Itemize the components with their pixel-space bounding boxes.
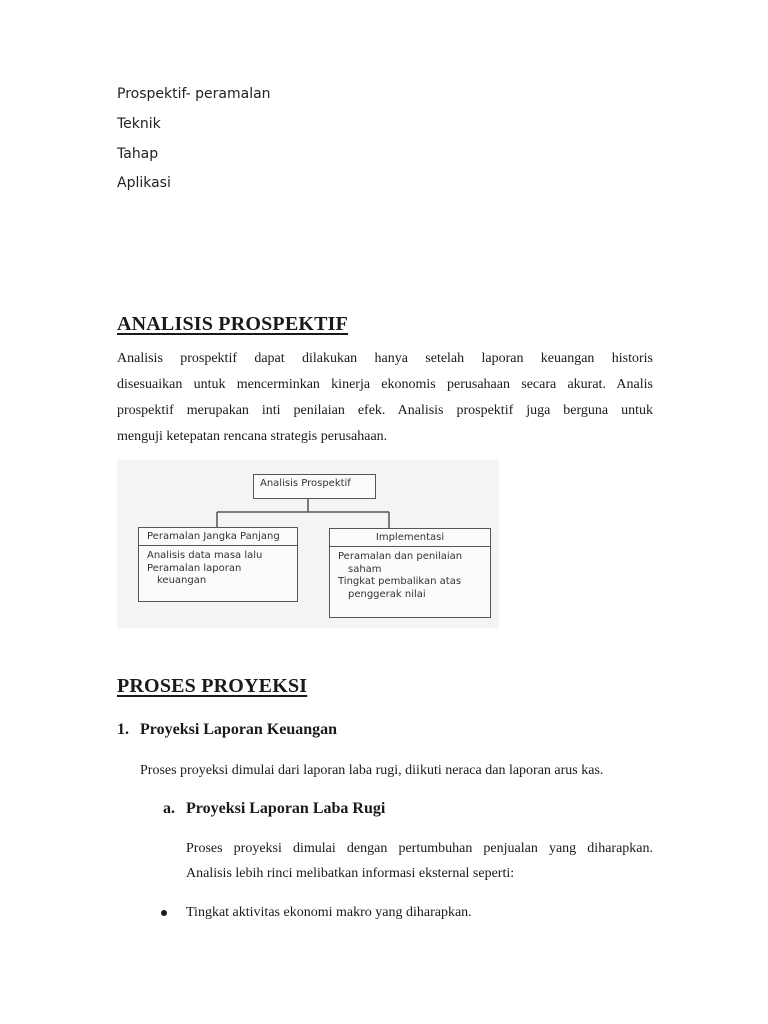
- diagram-left-item: Analisis data masa lalu: [147, 550, 263, 561]
- diagram-left-header: Peramalan Jangka Panjang: [139, 528, 297, 546]
- section1-paragraph: [117, 346, 653, 450]
- diagram-left-item: keuangan: [157, 575, 207, 586]
- itema-line: Proses proyeksi dimulai dengan pertumbuhan penjualan yang diharapkan.: [186, 841, 653, 856]
- item1-text: Proses proyeksi dimulai dari laporan laba rugi, diikuti neraca dan laporan arus kas.: [140, 763, 604, 778]
- section-title-proses-proyeksi: PROSES PROYEKSI: [117, 675, 308, 697]
- analisis-prospektif-diagram: [117, 460, 499, 628]
- diagram-right-body: [330, 547, 490, 605]
- item1-number: 1.: [117, 721, 129, 738]
- diagram-right-header: Implementasi: [330, 529, 490, 547]
- paragraph-line: prospektif merupakan inti penilaian efek. Analisis prospektif juga berguna untuk: [117, 403, 653, 418]
- topic-tahap: Tahap: [117, 146, 159, 162]
- section-title-analisis-prospektif: ANALISIS PROSPEKTIF: [117, 313, 349, 335]
- topic-prospektif: Prospektif- peramalan: [117, 86, 271, 102]
- diagram-left-item: Peramalan laporan: [147, 562, 242, 574]
- itema-title: Proyeksi Laporan Laba Rugi: [186, 800, 386, 817]
- diagram-root-label: Analisis Prospektif: [260, 478, 351, 489]
- paragraph-line: disesuaikan untuk mencerminkan kinerja ekonomis perusahaan secara akurat. Analis: [117, 377, 653, 392]
- bullet-dot: [161, 910, 167, 916]
- paragraph-line: menguji ketepatan rencana strategis perusahaan.: [117, 429, 388, 444]
- itema-letter: a.: [163, 800, 175, 817]
- itema-line: Analisis lebih rinci melibatkan informasi eksternal seperti:: [186, 866, 515, 881]
- diagram-root-box: [253, 474, 376, 499]
- paragraph-line: Analisis prospektif dapat dilakukan hanya setelah laporan keuangan historis: [117, 351, 653, 366]
- diagram-left-box: [138, 527, 298, 602]
- diagram-left-body: [139, 546, 297, 592]
- bullet-item: Tingkat aktivitas ekonomi makro yang diharapkan.: [186, 905, 472, 920]
- topic-teknik: Teknik: [117, 116, 161, 132]
- diagram-right-item: saham: [348, 563, 382, 575]
- item1-title: Proyeksi Laporan Keuangan: [140, 721, 338, 738]
- diagram-right-item: Peramalan dan penilaian: [338, 551, 463, 562]
- diagram-right-box: [329, 528, 491, 618]
- diagram-right-item: penggerak nilai: [348, 588, 426, 600]
- topic-aplikasi: Aplikasi: [117, 175, 171, 191]
- diagram-right-item: Tingkat pembalikan atas: [338, 576, 462, 587]
